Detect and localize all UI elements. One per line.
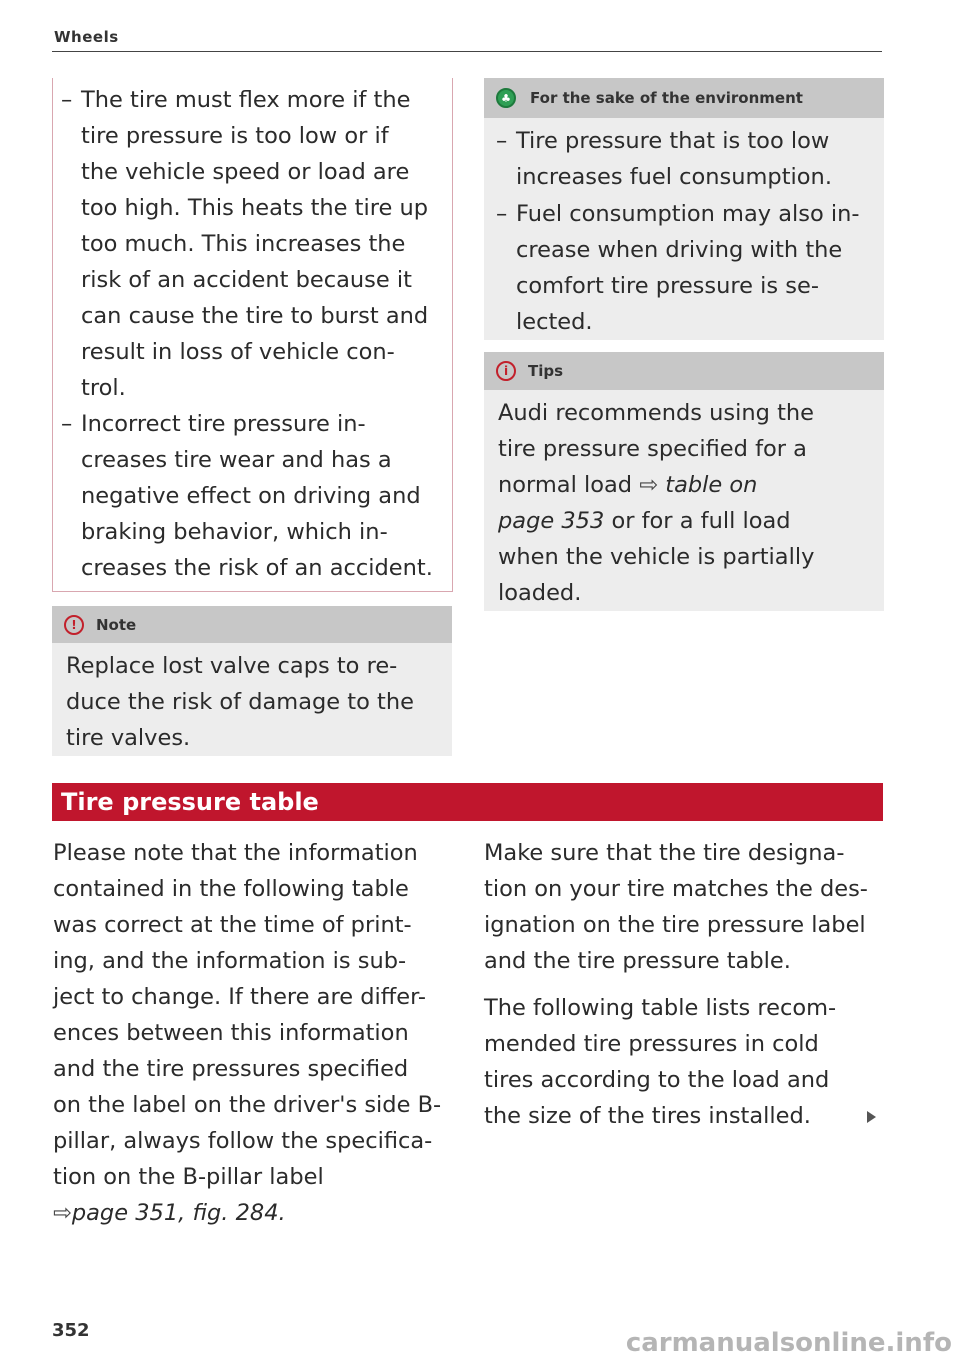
note-body: Replace lost valve caps to re- duce the risk of damage to the tire valves. bbox=[66, 653, 414, 751]
bullet-dash: – bbox=[496, 128, 508, 154]
note-box bbox=[52, 606, 452, 756]
running-header: Wheels bbox=[54, 28, 119, 46]
header-rule bbox=[52, 51, 882, 52]
section-heading: Tire pressure table bbox=[52, 783, 883, 821]
leaf-circle-icon: ♣ bbox=[496, 88, 516, 108]
page-reference-link[interactable]: page 353 bbox=[498, 508, 605, 534]
paragraph: The following table lists recom- mended tire pressures in cold tires according to the load and the size of the tires installed. bbox=[484, 990, 889, 1134]
environment-header bbox=[484, 78, 884, 118]
page-number: 352 bbox=[52, 1320, 90, 1341]
warning-bullet: – Incorrect tire pressure in- creases tire wear and has a negative effect on driving and braking behavior, which in- creases the risk of an accident. bbox=[61, 406, 452, 586]
left-column-text: Please note that the information contained in the following table was correct at the time of print- ing, and the information is sub- ject to change. If there are differ- ences between this information and the tire pressures specified on the label on the driver's side B- pillar, always follow the specifica- tion on the B-pillar label ⇨page 351, fig. 284. bbox=[53, 840, 442, 1226]
environment-list bbox=[484, 118, 884, 340]
note-header bbox=[52, 606, 452, 643]
bullet-dash: – bbox=[61, 411, 73, 437]
tips-box bbox=[484, 352, 884, 611]
tips-title: Tips bbox=[528, 362, 564, 380]
exclamation-circle-icon: ! bbox=[64, 615, 84, 635]
bullet-dash: – bbox=[496, 201, 508, 227]
cross-reference-arrow-icon: ⇨ bbox=[639, 472, 659, 498]
continue-arrow-icon bbox=[867, 1111, 876, 1123]
paragraph: Make sure that the tire designa- tion on your tire matches the des- ignation on the tire pressure label and the tire pressure table. bbox=[484, 840, 868, 974]
note-title: Note bbox=[96, 615, 137, 634]
right-column-text bbox=[484, 835, 889, 1134]
environment-title: For the sake of the environment bbox=[530, 89, 803, 107]
warning-bullet: – The tire must flex more if the tire pressure is too low or if the vehicle speed or load are too high. This heats the tire up too much. This increases the risk of an accident because it can cause the tire to burst and result in loss of vehicle con- trol. bbox=[61, 82, 452, 406]
table-reference-link[interactable]: table on bbox=[665, 472, 758, 498]
info-circle-icon: i bbox=[496, 361, 516, 381]
watermark: carmanualsonline.info bbox=[625, 1328, 952, 1358]
environment-bullet: – Fuel consumption may also in- crease when driving with the comfort tire pressure is se- lected. bbox=[496, 196, 884, 340]
tips-header bbox=[484, 352, 884, 390]
environment-box bbox=[484, 78, 884, 340]
figure-reference-link[interactable]: page 351, fig. 284. bbox=[71, 1200, 286, 1226]
environment-bullet: – Tire pressure that is too low increases fuel consumption. bbox=[496, 123, 884, 195]
warning-box bbox=[52, 78, 453, 592]
tips-body: Audi recommends using the tire pressure specified for a normal load ⇨ table on page 353 or for a full load when the vehicle is partially loaded. bbox=[498, 400, 815, 606]
cross-reference-arrow-icon: ⇨ bbox=[53, 1200, 72, 1226]
bullet-dash: – bbox=[61, 87, 73, 113]
